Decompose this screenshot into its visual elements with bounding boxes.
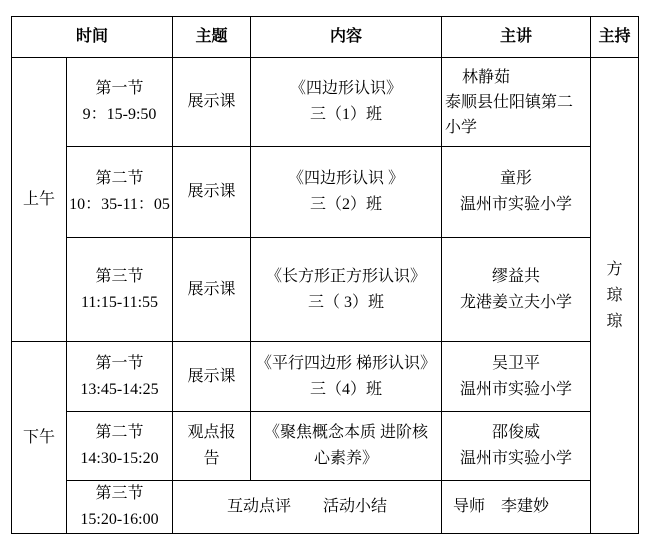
header-cell-topic: 主题	[173, 17, 251, 58]
topic-label: 观点报	[187, 424, 236, 441]
header-cell-time: 时间	[12, 17, 173, 58]
time-range: 15:20-16:00	[80, 511, 159, 528]
table-row	[12, 58, 639, 147]
time-range: 11:15-11:55	[80, 293, 159, 311]
speaker-name: 缪益共	[491, 267, 540, 285]
table-row	[12, 481, 639, 534]
period-label: 第三节	[95, 267, 144, 285]
speaker-cell	[442, 58, 591, 147]
table-row	[12, 342, 639, 412]
lesson-title: 《平行四边形 梯形认识》	[255, 354, 436, 372]
period-label: 第二节	[95, 424, 144, 441]
time-range: 13:45-14:25	[80, 380, 159, 398]
content-cell	[251, 412, 442, 481]
lesson-title: 心素养》	[313, 450, 378, 467]
topic-cell	[173, 238, 251, 342]
topic-label: 展示课	[187, 183, 236, 200]
topic-label: 展示课	[187, 93, 236, 110]
speaker-school: 龙港姜立夫小学	[459, 293, 572, 311]
class-label: 三（ 3）班	[307, 293, 384, 311]
table-row	[12, 238, 639, 342]
host-name: 方琼琼	[606, 260, 623, 330]
period-label: 第二节	[95, 170, 144, 187]
content-cell	[251, 238, 442, 342]
content-cell	[251, 58, 442, 147]
class-label: 三（4）班	[309, 380, 382, 398]
time-range: 10：35-11：05	[69, 196, 170, 213]
topic-cell	[173, 58, 251, 147]
lesson-title: 《长方形正方形认识》	[265, 267, 426, 285]
lesson-title: 《四边形认识》	[289, 80, 402, 97]
time-cell	[67, 58, 173, 147]
time-range: 14:30-15:20	[80, 450, 159, 467]
table-row	[12, 412, 639, 481]
speaker-name: 邵俊威	[491, 424, 540, 441]
lesson-title: 《聚焦概念本质 进阶核	[263, 424, 428, 441]
speaker-cell	[442, 238, 591, 342]
speaker-school: 温州市实验小学	[459, 196, 572, 213]
table-row	[12, 147, 639, 238]
topic-label: 告	[203, 450, 220, 467]
speaker-school: 温州市实验小学	[459, 450, 572, 467]
lesson-title: 《四边形认识 》	[287, 170, 404, 187]
time-range: 9：15-9:50	[82, 106, 157, 123]
topic-cell	[173, 412, 251, 481]
header-row	[12, 17, 639, 58]
period-label: 第一节	[95, 80, 144, 97]
summary-cell: 互动点评 活动小结	[173, 481, 442, 534]
time-cell	[67, 238, 173, 342]
speaker-name: 林静茹	[462, 68, 511, 86]
header-cell-content: 内容	[251, 17, 442, 58]
period-label: 第三节	[95, 485, 144, 502]
time-cell	[67, 481, 173, 534]
speaker-school: 温州市实验小学	[459, 380, 572, 398]
speaker-school: 小学	[445, 118, 478, 136]
topic-label: 展示课	[187, 367, 236, 385]
speaker-name: 童彤	[499, 170, 532, 187]
period-label: 第一节	[95, 354, 144, 372]
host-cell	[591, 58, 639, 534]
speaker-cell	[442, 342, 591, 412]
content-cell	[251, 342, 442, 412]
header-cell-host: 主持	[591, 17, 639, 58]
topic-cell	[173, 342, 251, 412]
speaker-cell	[442, 147, 591, 238]
header-cell-speaker: 主讲	[442, 17, 591, 58]
class-label: 三（2）班	[309, 196, 382, 213]
topic-cell	[173, 147, 251, 238]
speaker-name: 吴卫平	[491, 354, 540, 372]
group-label-afternoon: 下午	[12, 342, 67, 534]
time-cell	[67, 147, 173, 238]
speaker-cell	[442, 412, 591, 481]
speaker-cell: 导师 李建妙	[442, 481, 591, 534]
time-cell	[67, 342, 173, 412]
speaker-school: 泰顺县仕阳镇第二	[445, 93, 574, 111]
schedule-table	[11, 16, 639, 534]
topic-label: 展示课	[187, 280, 236, 298]
group-label-morning: 上午	[12, 58, 67, 342]
time-cell	[67, 412, 173, 481]
content-cell	[251, 147, 442, 238]
class-label: 三（1）班	[309, 106, 382, 123]
